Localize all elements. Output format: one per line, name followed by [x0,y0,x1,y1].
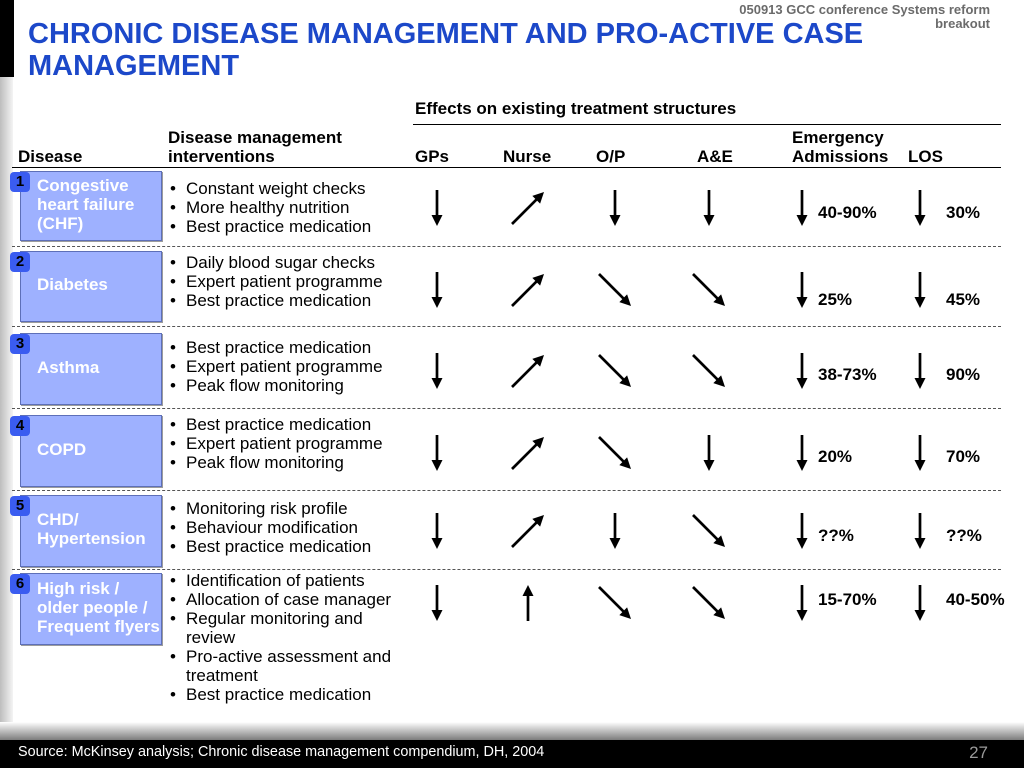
column-header-line: interventions [168,146,275,166]
arrow-shaft [512,444,537,469]
disease-box [20,573,162,645]
disease-label-line: Asthma [37,357,100,377]
column-header-nurse: Nurse [503,146,552,166]
arrow-shaft [512,362,537,387]
disease-label-line: Congestive [37,175,129,195]
arrow-down-icon [417,188,457,228]
arrow-down-right-icon [595,351,635,391]
bullet-icon [170,179,186,198]
disease-label-line: CHD/ [37,510,79,529]
intervention-text: Best practice medication [186,290,372,310]
disease-label [37,416,86,482]
arrow-down-icon [417,433,457,473]
disease-label [37,334,99,400]
arrow-down-icon [782,583,822,623]
bullet-icon [170,198,186,217]
bullet-icon [170,272,186,291]
intervention-text: Best practice medication [186,337,372,357]
intervention-item [170,291,401,310]
arrow-down-right-icon [595,433,635,473]
emergency-admissions-value: 25% [818,289,853,309]
arrow-head [797,297,808,308]
disease-label [37,172,134,236]
disease-label-line: Diabetes [37,275,108,294]
intervention-item [170,499,401,518]
arrow-up-icon [508,583,548,623]
disease-box [20,251,162,322]
intervention-text: Peak flow monitoring [186,375,344,395]
column-header-line: Admissions [792,146,889,166]
intervention-text: Best practice medication [186,216,372,236]
arrow-head [704,460,715,471]
arrow-shaft [599,274,624,299]
intervention-text: Behaviour modification [186,517,358,537]
intervention-item [170,217,401,236]
row-number-badge: 1 [10,172,30,192]
arrow-down-icon [595,188,635,228]
arrow-shaft [599,355,624,380]
arrow-down-right-icon [595,583,635,623]
column-header-line: Disease management [168,127,342,147]
bullet-icon [170,376,186,395]
disease-box [20,495,162,567]
intervention-item [170,376,401,395]
arrow-down-icon [900,270,940,310]
row-number-badge: 5 [10,496,30,516]
arrow-down-icon [595,511,635,551]
row-number-badge: 4 [10,416,30,436]
intervention-text: Regular monitoring and review [186,608,363,647]
arrow-down-right-icon [689,511,729,551]
bullet-icon [170,415,186,434]
arrow-head [797,460,808,471]
arrow-shaft [693,355,718,380]
arrow-shaft [599,587,624,612]
arrow-head [915,538,926,549]
arrow-head [432,378,443,389]
arrow-down-icon [782,351,822,391]
los-value: 45% [946,289,981,309]
arrow-up-right-icon [508,511,548,551]
interventions-list [170,415,401,472]
los-value: ??% [946,525,982,545]
arrow-down-icon [782,270,822,310]
arrow-head [704,215,715,226]
arrow-head [797,610,808,621]
arrow-down-icon [417,583,457,623]
arrow-down-icon [417,351,457,391]
arrow-down-right-icon [595,270,635,310]
arrow-down-icon [900,351,940,391]
intervention-item [170,685,401,704]
arrow-head [915,378,926,389]
arrow-down-icon [782,188,822,228]
meeting-note-line: 050913 GCC conference Systems reform [739,2,990,17]
bullet-icon [170,537,186,556]
bullet-icon [170,685,186,704]
intervention-item [170,415,401,434]
arrow-down-icon [900,511,940,551]
intervention-text: Expert patient programme [186,433,383,453]
intervention-text: Allocation of case manager [186,589,392,609]
arrow-head [915,215,926,226]
intervention-text: Expert patient programme [186,271,383,291]
disease-box [20,171,162,241]
intervention-item [170,647,401,685]
interventions-list [170,338,401,395]
intervention-item [170,272,401,291]
arrow-up-right-icon [508,433,548,473]
arrow-down-icon [782,511,822,551]
intervention-item [170,571,401,590]
arrow-down-icon [900,188,940,228]
arrow-head [610,215,621,226]
arrow-head [523,585,534,596]
bottom-gradient-band [0,722,1024,740]
disease-label-line: (CHF) [37,213,84,233]
arrow-head [432,460,443,471]
source-note: Source: McKinsey analysis; Chronic disease management compendium, DH, 2004 [18,744,545,760]
intervention-item [170,453,401,472]
emergency-admissions-value: 20% [818,446,853,466]
column-header-line: Emergency [792,127,884,147]
intervention-item [170,590,401,609]
column-header-ae: A&E [697,146,733,166]
intervention-item [170,609,401,647]
disease-label-line: High risk / [37,578,120,598]
intervention-text: Pro-active assessment and treatment [186,646,392,685]
arrow-down-icon [900,433,940,473]
arrow-down-icon [782,433,822,473]
intervention-item [170,518,401,537]
bullet-icon [170,499,186,518]
arrow-head [915,460,926,471]
emergency-admissions-value: ??% [818,525,854,545]
intervention-text: Peak flow monitoring [186,452,344,472]
arrow-head [915,297,926,308]
intervention-item [170,179,401,198]
column-header-los: LOS [908,146,943,166]
row-number-badge: 3 [10,334,30,354]
arrow-shaft [512,522,537,547]
meeting-note-line: breakout [935,16,990,31]
column-header-gps: GPs [415,146,450,166]
disease-box [20,333,162,405]
intervention-text: Monitoring risk profile [186,498,348,518]
row-number-badge: 6 [10,574,30,594]
bullet-icon [170,518,186,537]
slide-title: CHRONIC DISEASE MANAGEMENT AND PRO-ACTIVE CASE MANAGEMENT [28,18,864,82]
intervention-item [170,434,401,453]
intervention-text: Best practice medication [186,684,372,704]
arrow-down-right-icon [689,351,729,391]
arrow-head [797,378,808,389]
arrow-shaft [512,199,537,224]
bullet-icon [170,338,186,357]
los-value: 40-50% [946,589,1005,609]
disease-label-line: COPD [37,439,87,459]
disease-label-line: older people / [37,597,148,617]
arrow-down-icon [689,188,729,228]
effects-group-heading: Effects on existing treatment structures [415,98,737,118]
arrow-shaft [693,274,718,299]
arrow-down-icon [689,433,729,473]
los-value: 70% [946,446,981,466]
arrow-head [432,610,443,621]
arrow-up-right-icon [508,188,548,228]
intervention-item [170,537,401,556]
emergency-admissions-value: 38-73% [818,364,877,384]
intervention-item [170,357,401,376]
bullet-icon [170,453,186,472]
arrow-head [432,215,443,226]
arrow-head [797,215,808,226]
bullet-icon [170,590,186,609]
intervention-item [170,198,401,217]
intervention-item [170,338,401,357]
intervention-text: Best practice medication [186,536,372,556]
bullet-icon [170,357,186,376]
arrow-shaft [693,515,718,540]
column-header-op: O/P [596,146,626,166]
bullet-icon [170,609,186,647]
bullet-icon [170,291,186,310]
disease-label [37,252,108,317]
arrow-down-icon [417,270,457,310]
arrow-head [610,538,621,549]
arrow-head [432,297,443,308]
disease-box [20,415,162,487]
arrow-head [432,538,443,549]
interventions-list [170,253,401,310]
intervention-text: Identification of patients [186,570,365,590]
page-number: 27 [969,743,988,762]
arrow-head [797,538,808,549]
bullet-icon [170,434,186,453]
disease-label-line: Hypertension [37,529,146,548]
los-value: 90% [946,364,981,384]
interventions-list [170,499,401,556]
bullet-icon [170,217,186,236]
disease-label [37,496,146,562]
arrow-down-icon [417,511,457,551]
arrow-up-right-icon [508,270,548,310]
disease-label-line: Frequent flyers [37,616,160,636]
arrow-down-right-icon [689,270,729,310]
intervention-text: More healthy nutrition [186,197,350,217]
interventions-list [170,179,401,236]
disease-label [37,574,160,640]
column-header-disease: Disease [18,146,83,166]
bullet-icon [170,571,186,590]
intervention-text: Daily blood sugar checks [186,252,375,272]
emergency-admissions-value: 15-70% [818,589,877,609]
intervention-text: Best practice medication [186,414,372,434]
arrow-shaft [693,587,718,612]
bullet-icon [170,647,186,685]
arrow-shaft [512,281,537,306]
arrow-shaft [599,437,624,462]
arrow-head [915,610,926,621]
interventions-list [170,571,401,704]
intervention-text: Expert patient programme [186,356,383,376]
intervention-text: Constant weight checks [186,178,366,198]
arrow-up-right-icon [508,351,548,391]
arrow-down-right-icon [689,583,729,623]
disease-label-line: heart failure [37,194,135,214]
los-value: 30% [946,202,981,222]
bullet-icon [170,253,186,272]
row-number-badge: 2 [10,252,30,272]
footer-bar [0,740,1024,768]
arrow-down-icon [900,583,940,623]
intervention-item [170,253,401,272]
emergency-admissions-value: 40-90% [818,202,877,222]
